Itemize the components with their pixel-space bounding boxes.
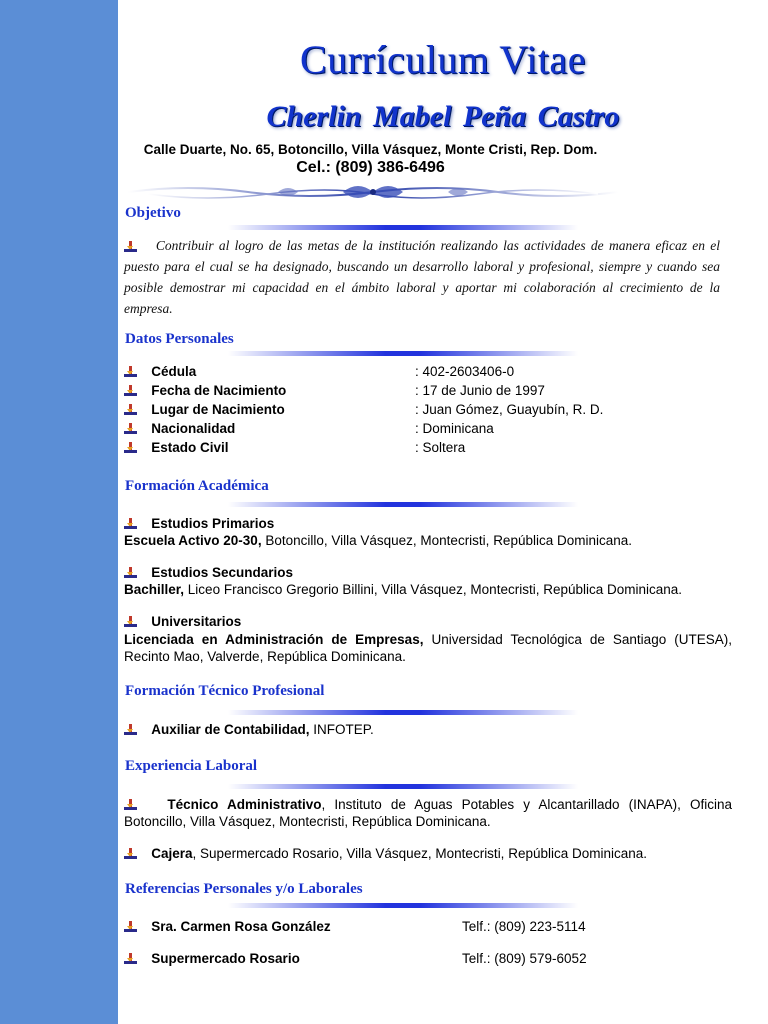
institution-location: Universidad Tecnológica de Santiago (UTESA), Recinto Mao, Valverde, República Dominicana.	[124, 632, 732, 664]
reference-phone: Telf.: (809) 223-5114	[462, 919, 586, 934]
education-heading	[124, 516, 274, 531]
section-title-referencias: Referencias Personales y/o Laborales	[125, 881, 363, 897]
bullet-icon	[124, 241, 138, 253]
bullet-icon	[124, 366, 138, 378]
experience-item	[124, 845, 732, 862]
objective-text: Contribuir al logro de las metas de la institución realizando las actividades de manera eficaz en el puesto para el cual se ha designado, buscando un desarrollo laboral y profesional, siempre y cuando sea posible demostrar mi capacidad en el ámbito laboral y aportar mi colaboración al crecimiento de la empresa.	[124, 238, 721, 316]
job-title: Cajera	[151, 846, 193, 861]
reference-row	[124, 919, 331, 934]
education-level: Estudios Primarios	[151, 516, 275, 531]
section-title-tecnico: Formación Técnico Profesional	[125, 683, 325, 699]
education-detail	[124, 532, 732, 549]
section-rule	[228, 502, 578, 507]
personal-row	[124, 440, 229, 455]
training-institution: INFOTEP.	[309, 722, 374, 737]
bullet-icon	[124, 567, 138, 579]
reference-row	[124, 951, 300, 966]
phone-line: Cel.: (809) 386-6496	[296, 159, 445, 176]
cv-page	[118, 0, 768, 1024]
degree-name: Licenciada en Administración de Empresas,	[124, 632, 424, 647]
personal-label: Fecha de Nacimiento	[151, 383, 287, 398]
bullet-icon	[124, 385, 138, 397]
personal-label: Lugar de Nacimiento	[151, 402, 285, 417]
section-rule	[228, 710, 578, 715]
section-title-datos: Datos Personales	[125, 331, 234, 347]
job-detail: , Instituto de Aguas Potables y Alcantarillado (INAPA), Oficina Botoncillo, Villa Vásquez, Montecristi, República Dominicana.	[124, 797, 732, 829]
reference-name: Sra. Carmen Rosa González	[151, 919, 331, 934]
section-title-objetivo: Objetivo	[125, 205, 181, 221]
section-rule	[228, 784, 578, 789]
reference-phone: Telf.: (809) 579-6052	[462, 951, 587, 966]
document-title: Currículum Vitae	[300, 37, 586, 82]
job-title: Técnico Administrativo	[167, 797, 322, 812]
objective-paragraph	[124, 235, 720, 319]
left-color-band	[0, 0, 118, 1024]
personal-row	[124, 364, 196, 379]
education-heading	[124, 565, 293, 580]
bullet-icon	[124, 953, 138, 965]
personal-label: Cédula	[151, 364, 197, 379]
bullet-icon	[124, 724, 138, 736]
section-rule	[228, 351, 578, 356]
personal-value: : Dominicana	[415, 421, 494, 436]
bullet-icon	[124, 518, 138, 530]
training-name: Auxiliar de Contabilidad,	[151, 722, 310, 737]
decorative-divider	[128, 180, 618, 204]
section-title-experiencia: Experiencia Laboral	[125, 758, 258, 774]
personal-value: : 17 de Junio de 1997	[415, 383, 545, 398]
training-item	[124, 722, 374, 737]
education-detail	[124, 631, 732, 665]
job-detail: , Supermercado Rosario, Villa Vásquez, Montecristi, República Dominicana.	[192, 846, 648, 861]
institution-location: Botoncillo, Villa Vásquez, Montecristi, República Dominicana.	[261, 533, 633, 548]
education-level: Universitarios	[151, 614, 242, 629]
institution-name: Escuela Activo 20-30,	[124, 533, 262, 548]
address-line: Calle Duarte, No. 65, Botoncillo, Villa Vásquez, Monte Cristi, Rep. Dom.	[143, 142, 598, 157]
education-heading	[124, 614, 241, 629]
bullet-icon	[124, 404, 138, 416]
education-detail	[124, 581, 732, 598]
bullet-icon	[124, 921, 138, 933]
personal-label: Nacionalidad	[151, 421, 236, 436]
degree-name: Bachiller,	[124, 582, 185, 597]
personal-row	[124, 421, 235, 436]
personal-value: : Juan Gómez, Guayubín, R. D.	[415, 402, 604, 417]
bullet-icon	[124, 423, 138, 435]
experience-item	[124, 796, 732, 830]
section-title-formacion: Formación Académica	[125, 478, 269, 494]
section-rule	[228, 903, 578, 908]
bullet-icon	[124, 442, 138, 454]
personal-row	[124, 402, 285, 417]
person-name: Cherlin Mabel Peña Castro	[266, 100, 620, 133]
bullet-icon	[124, 848, 138, 860]
personal-value: : Soltera	[415, 440, 466, 455]
bullet-icon	[124, 799, 138, 811]
personal-label: Estado Civil	[151, 440, 229, 455]
institution-location: Liceo Francisco Gregorio Billini, Villa Vásquez, Montecristi, República Dominicana.	[184, 582, 683, 597]
education-level: Estudios Secundarios	[151, 565, 294, 580]
section-rule	[228, 225, 578, 230]
reference-name: Supermercado Rosario	[151, 951, 300, 966]
bullet-icon	[124, 616, 138, 628]
personal-row	[124, 383, 286, 398]
personal-value: : 402-2603406-0	[415, 364, 515, 379]
